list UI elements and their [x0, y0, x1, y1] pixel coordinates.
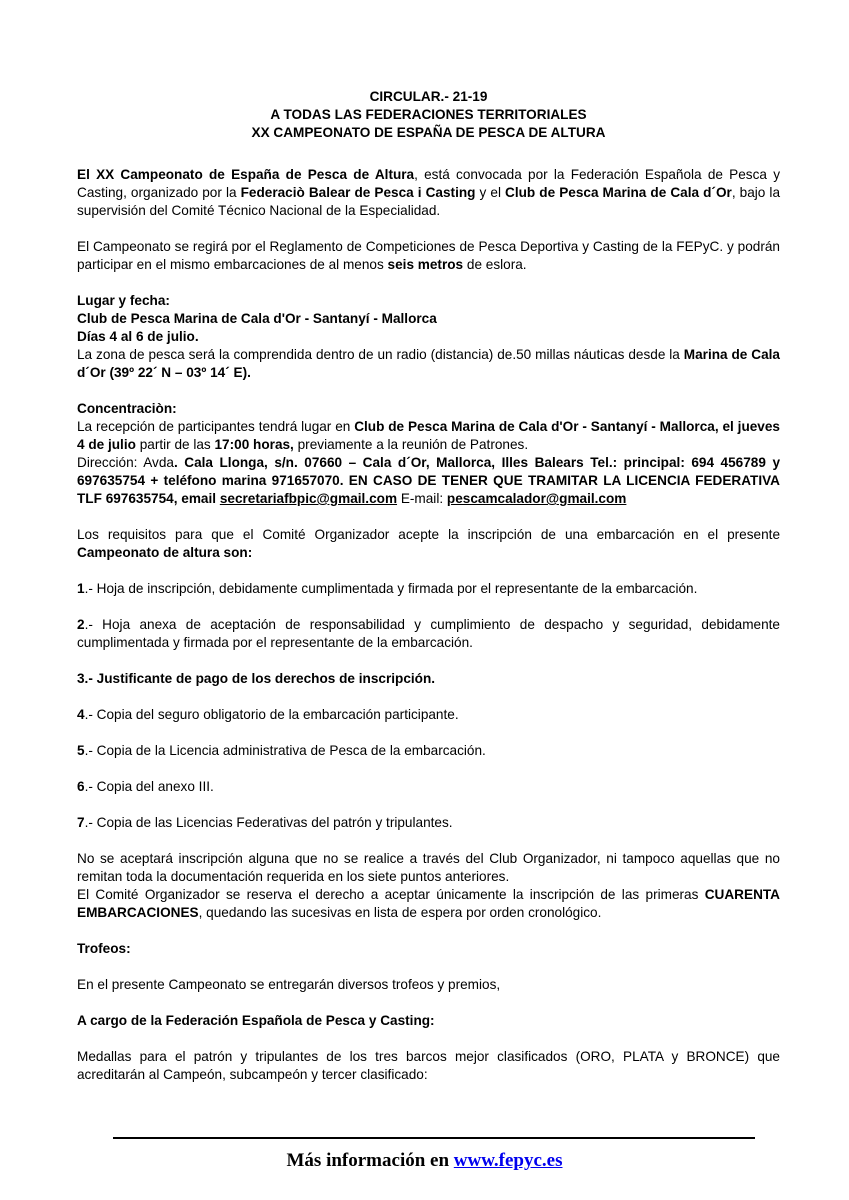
lugar-place: Club de Pesca Marina de Cala d'Or - Santanyí - Mallorca	[77, 311, 437, 326]
document-title: XX CAMPEONATO DE ESPAÑA DE PESCA DE ALTURA	[251, 125, 606, 140]
lugar-zone: La zona de pesca será la comprendida dentro de un radio (distancia) de.50 millas náuticas desde la Marina de Cala d´Or (39º 22´ N – 03º 14´ E).	[77, 347, 780, 380]
lugar-section	[77, 292, 780, 382]
email-link-club[interactable]: pescamcalador@gmail.com	[446, 491, 627, 506]
trofeos-paragraph: En el presente Campeonato se entregarán diversos trofeos y premios,	[77, 977, 501, 992]
rules-paragraph: El Campeonato se regirá por el Reglamento de Competiciones de Pesca Deportiva y Casting de la FEPyC. y podrán participar en el mismo embarcaciones de al menos seis metros de eslora.	[77, 239, 780, 272]
list-item-1: 1.- Hoja de inscripción, debidamente cumplimentada y firmada por el representante de la embarcación.	[77, 581, 698, 596]
footer-label: Más información en	[286, 1150, 454, 1171]
recipients: A TODAS LAS FEDERACIONES TERRITORIALES	[270, 107, 587, 122]
list-item-4: 4.- Copia del seguro obligatorio de la embarcación participante.	[77, 707, 459, 722]
trofeos-title: Trofeos:	[77, 941, 131, 956]
list-item-5: 5.- Copia de la Licencia administrativa de Pesca de la embarcación.	[77, 743, 486, 758]
lugar-title: Lugar y fecha:	[77, 293, 170, 308]
list-item-3: 3.- Justificante de pago de los derechos de inscripción.	[77, 671, 436, 686]
lugar-dates: Días 4 al 6 de julio.	[77, 329, 199, 344]
note-paragraph-2: El Comité Organizador se reserva el derecho a aceptar únicamente la inscripción de las primeras CUARENTA EMBARCACIONES, quedando las sucesivas en lista de espera por orden cronológico.	[77, 887, 780, 920]
intro-paragraph: El XX Campeonato de España de Pesca de Altura, está convocada por la Federación Española de Pesca y Casting, organizado por la Federaciò Balear de Pesca i Casting y el Club de Pesca Marina de Cala d´Or, bajo la supervisión del Comité Técnico Nacional de la Especialidad.	[77, 167, 780, 218]
footer-divider	[113, 1137, 755, 1139]
footer-website-link[interactable]: www.fepyc.es	[453, 1150, 563, 1171]
footer	[0, 1150, 849, 1172]
concentracion-reception: La recepción de participantes tendrá lugar en Club de Pesca Marina de Cala d'Or - Santanyí - Mallorca, el jueves 4 de julio partir de las 17:00 horas, previamente a la reunión de Patrones.	[77, 419, 780, 452]
list-item-2: 2.- Hoja anexa de aceptación de responsabilidad y cumplimiento de despacho y seguridad, debidamente cumplimentada y firmada por el representante de la embarcación.	[77, 617, 780, 650]
requisitos-paragraph: Los requisitos para que el Comité Organizador acepte la inscripción de una embarcación en el presente Campeonato de altura son:	[77, 527, 780, 560]
concentracion-title: Concentraciòn:	[77, 401, 177, 416]
note-paragraph-1: No se aceptará inscripción alguna que no se realice a través del Club Organizador, ni tampoco aquellas que no remitan toda la documentación requerida en los siete puntos anteriores.	[77, 851, 780, 884]
document-body	[77, 88, 780, 1084]
list-item-6: 6.- Copia del anexo III.	[77, 779, 214, 794]
trofeos-subtitle: A cargo de la Federación Española de Pesca y Casting:	[77, 1013, 435, 1028]
notes-section	[77, 850, 780, 922]
circular-number: CIRCULAR.- 21-19	[369, 89, 488, 104]
medals-paragraph: Medallas para el patrón y tripulantes de los tres barcos mejor clasificados (ORO, PLATA y BRONCE) que acreditarán al Campeón, subcampeón y tercer clasificado:	[77, 1049, 780, 1082]
concentracion-section	[77, 400, 780, 508]
email-link-secretaria[interactable]: secretariafbpic@gmail.com	[219, 491, 398, 506]
document-header	[77, 88, 780, 142]
concentracion-address: Dirección: Avda. Cala Llonga, s/n. 07660 – Cala d´Or, Mallorca, Illes Balears Tel.: principal: 694 456789 y 697635754 + teléfono marina 971657070. EN CASO DE TENER QUE TRAMITAR LA LICENCIA FEDERATIVA TLF 697635754, email secretariafbpic@gmail.com E-mail: pescamcalador@gmail.com	[77, 455, 781, 506]
list-item-7: 7.- Copia de las Licencias Federativas del patrón y tripulantes.	[77, 815, 453, 830]
